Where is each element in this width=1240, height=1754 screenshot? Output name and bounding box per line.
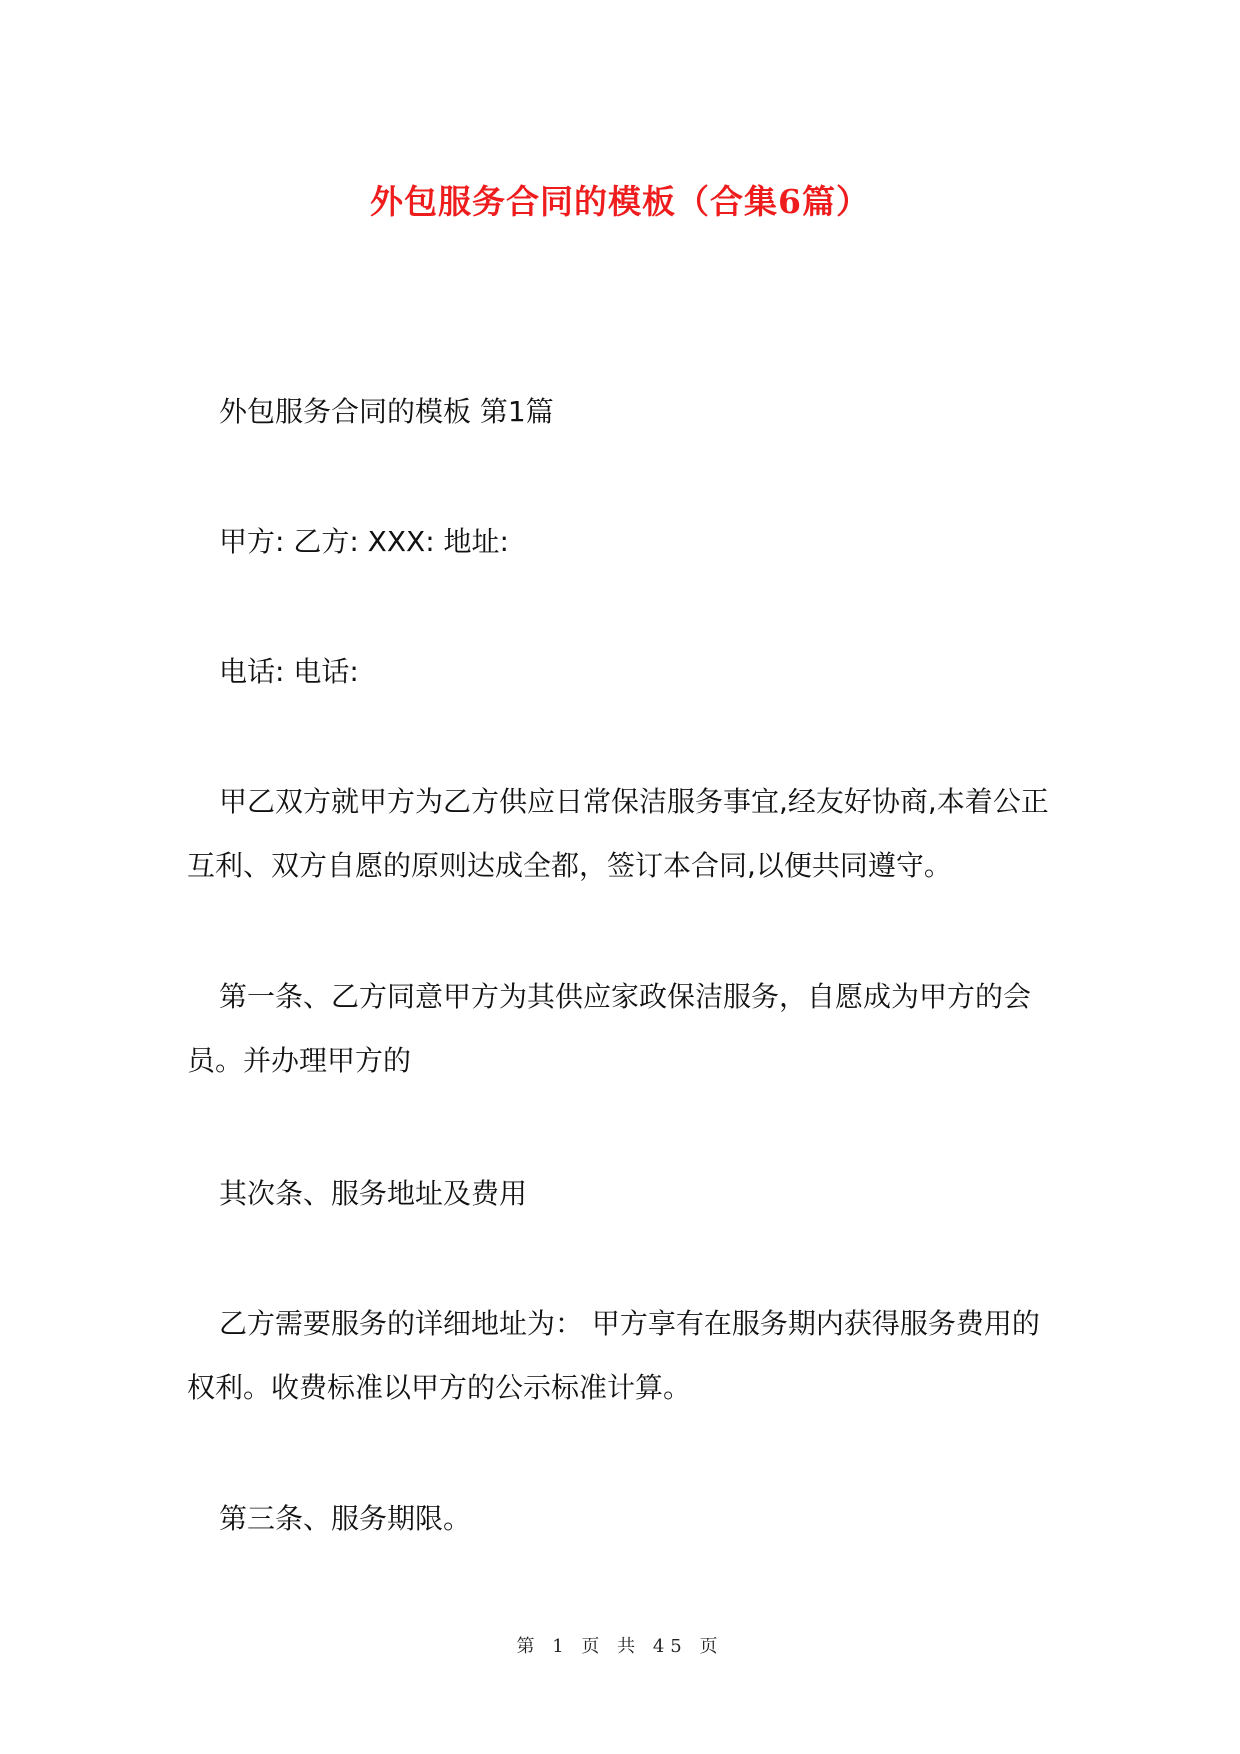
article-3-heading: 第三条、服务期限。 <box>219 1502 472 1535</box>
page-number-footer: 第 1 页 共 45 页 <box>516 1636 724 1657</box>
section-heading: 外包服务合同的模板 第1篇 <box>219 395 554 428</box>
article-2-heading: 其次条、服务地址及费用 <box>219 1177 528 1210</box>
article-1-paragraph: 第一条、乙方同意甲方为其供应家政保洁服务，自愿成为甲方的会员。并办理甲方的 <box>187 980 1032 1077</box>
document-title: 外包服务合同的模板（合集6篇） <box>370 182 870 221</box>
parties-line: 甲方: 乙方: XXX: 地址: <box>219 525 509 558</box>
phone-line: 电话: 电话: <box>219 655 359 688</box>
article-2-paragraph: 乙方需要服务的详细地址为： 甲方享有在服务期内获得服务费用的权利。收费标准以甲方的公示标准计算。 <box>187 1307 1040 1404</box>
preamble-paragraph: 甲乙双方就甲方为乙方供应日常保洁服务事宜,经友好协商,本着公正互利、双方自愿的原则达成全都，签订本合同,以便共同遵守。 <box>187 785 1049 882</box>
